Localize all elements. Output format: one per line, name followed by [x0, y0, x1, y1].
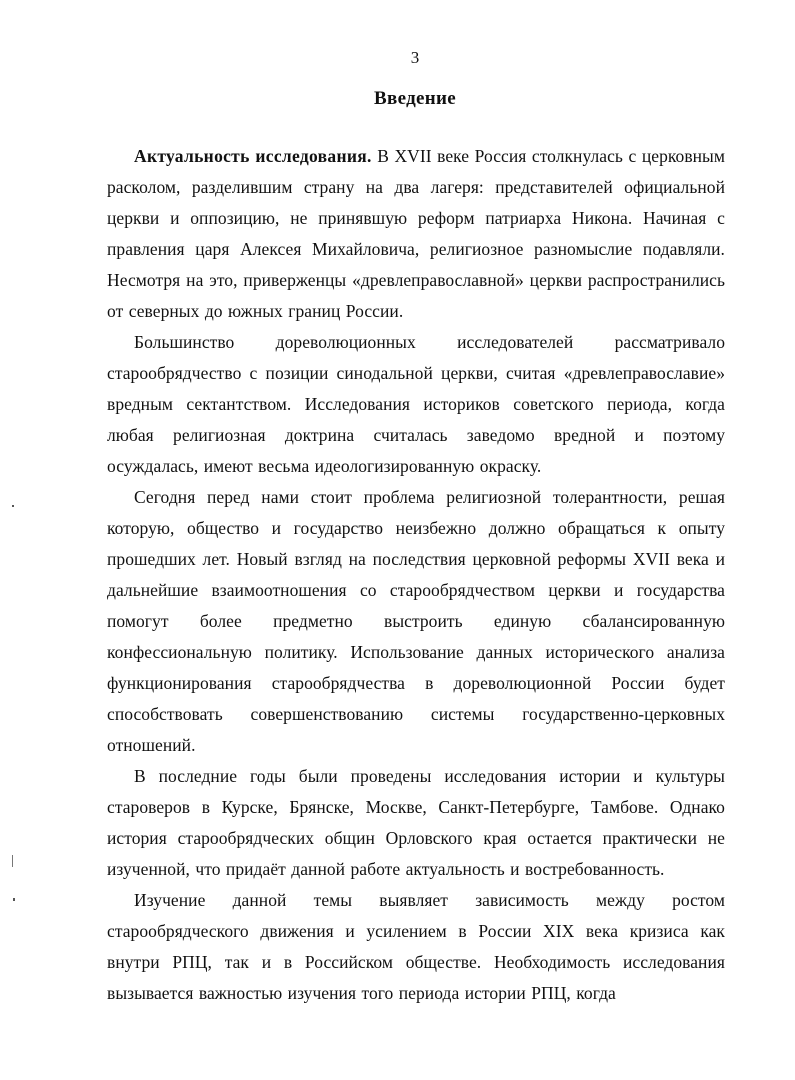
paragraph-lead: Актуальность исследования. [134, 146, 372, 166]
scan-speck [12, 855, 13, 867]
paragraph-relevance [107, 141, 725, 327]
paragraph-tolerance: Сегодня перед нами стоит проблема религиозной толерантности, решая которую, общество и государство неизбежно должно обращаться к опыту прошедших лет. Новый взгляд на последствия церковной реформы XVII века и дальнейшие взаимоотношения со старообрядчеством церкви и государства помогут более предметно выстроить единую сбалансированную конфессиональную политику. Использование данных исторического анализа функционирования старообрядчества в дореволюционной России будет способствовать совершенствованию системы государственно-церковных отношений. [107, 487, 725, 755]
scan-speck [12, 505, 14, 507]
paragraph-regional-research: В последние годы были проведены исследования истории и культуры староверов в Курске, Брянске, Москве, Санкт-Петербурге, Тамбове. Однако история старообрядческих общин Орловского края остается практически не изученной, что придаёт данной работе актуальность и востребованность. [107, 766, 725, 879]
body-text [107, 141, 725, 1009]
page-title: Введение [374, 88, 456, 109]
paragraph-historiography: Большинство дореволюционных исследователей рассматривало старообрядчество с позиции синодальной церкви, считая «древлеправославие» вредным сектантством. Исследования историков советского периода, когда любая религиозная доктрина считалась заведомо вредной и поэтому осуждалась, имеют весьма идеологизированную окраску. [107, 332, 725, 476]
page-number: 3 [410, 48, 420, 67]
scan-speck [13, 898, 15, 901]
paragraph-text: В XVII веке Россия столкнулась с церковным расколом, разделившим страну на два лагеря: представителей официальной церкви и оппозицию, не принявшую реформ патриарха Никона. Начиная с правления царя Алексея Михайловича, религиозное разномыслие подавляли. Несмотря на это, приверженцы «древлеправославной» церкви распространились от северных до южных границ России. [107, 146, 725, 321]
paragraph-study-topic: Изучение данной темы выявляет зависимость между ростом старообрядческого движения и усилением в России XIX века кризиса как внутри РПЦ, так и в Российском обществе. Необходимость исследования вызывается важностью изучения того периода истории РПЦ, когда [107, 890, 725, 1003]
